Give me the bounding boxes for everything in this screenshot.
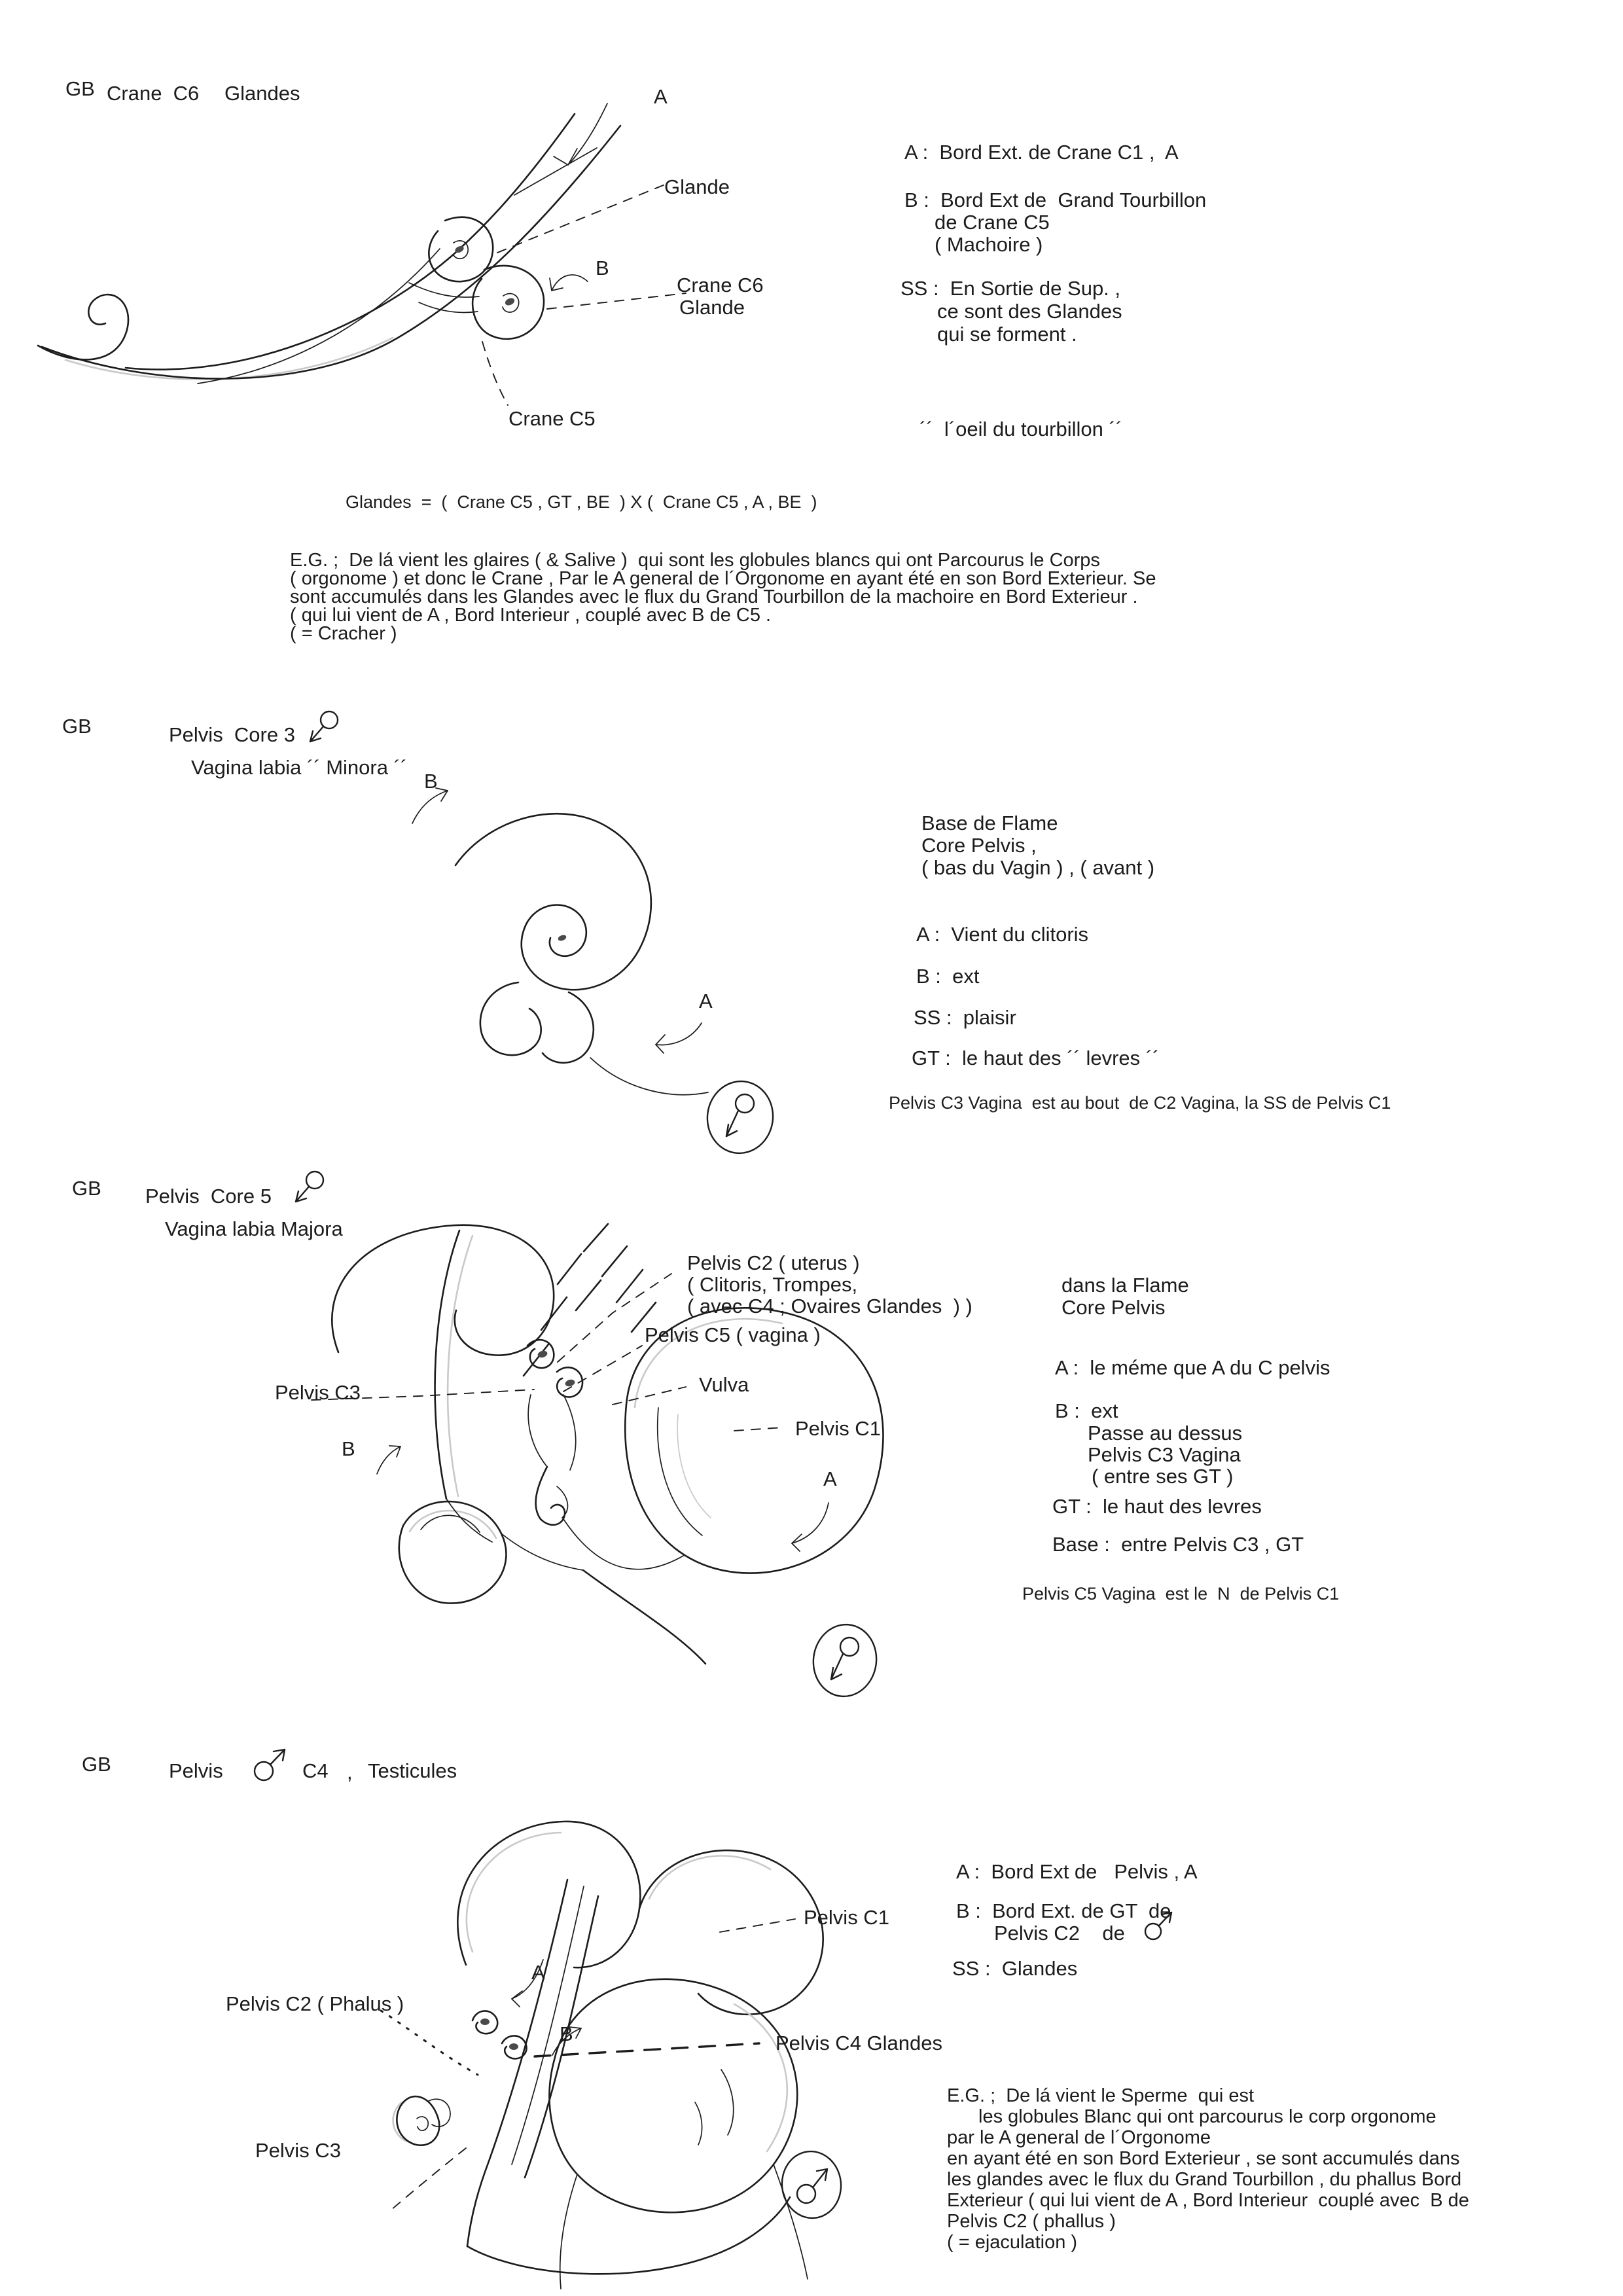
- diagram-label-c2-line3: ( avec C4 ; Ovaires Glandes ) ): [687, 1295, 972, 1318]
- section3-title: Pelvis Core 5: [145, 1185, 272, 1208]
- eg-paragraph-line: Pelvis C2 ( phallus ): [947, 2211, 1116, 2232]
- eg-paragraph-line: en ayant été en son Bord Exterieur , se sont accumulés dans: [947, 2148, 1460, 2169]
- eg-paragraph-line: ( = ejaculation ): [947, 2232, 1078, 2253]
- diagram-label-a: A: [531, 1961, 545, 1984]
- diagram-label-c2-line2: ( Clitoris, Trompes,: [687, 1273, 858, 1296]
- glandes-formula: Glandes = ( Crane C5 , GT , BE ) X ( Crane C5 , A , BE ): [346, 492, 817, 512]
- eg-paragraph-line: ( qui lui vient de A , Bord Interieur , couplé avec B de C5 .: [290, 605, 772, 626]
- legend-b-line1: B : Bord Ext. de GT de: [956, 1899, 1171, 1922]
- eg-paragraph-line: Exterieur ( qui lui vient de A , Bord Interieur couplé avec B de: [947, 2190, 1469, 2211]
- section1-title: Crane C6: [107, 82, 200, 105]
- core3-spiral-curves: [455, 814, 708, 1094]
- section4-title: Pelvis: [169, 1759, 223, 1782]
- section3-note: Pelvis C5 Vagina est le N de Pelvis C1: [1022, 1584, 1340, 1604]
- male-symbol-icon: [249, 1742, 292, 1785]
- diagram-label-c1: Pelvis C1: [804, 1906, 889, 1929]
- legend-b-line4: ( entre ses GT ): [1092, 1465, 1234, 1488]
- crane-spiral-curves: [38, 114, 620, 384]
- diagram-label-a: A: [654, 85, 668, 108]
- legend-ss: SS : Glandes: [952, 1957, 1078, 1980]
- flame-note-line3: ( bas du Vagin ) , ( avant ): [921, 856, 1155, 879]
- diagram-label-b: B: [596, 257, 609, 279]
- diagram-label-c2-line1: Pelvis C2 ( uterus ): [687, 1251, 860, 1274]
- legend-a: A : Bord Ext de Pelvis , A: [956, 1860, 1198, 1883]
- gb-mark-1: GB: [65, 77, 95, 100]
- arrow-b-icon: [412, 788, 448, 823]
- diagram-label-c2: Pelvis C2 ( Phalus ): [226, 1992, 404, 2015]
- flame-note-line1: dans la Flame: [1061, 1274, 1189, 1297]
- circled-male-symbol-icon: [774, 2148, 852, 2221]
- eg-paragraph-line: les globules Blanc qui ont parcourus le corp orgonome: [978, 2106, 1436, 2127]
- eg-paragraph-line: les glandes avec le flux du Grand Tourbillon , du phallus Bord: [947, 2169, 1462, 2190]
- flame-note-line2: Core Pelvis: [1061, 1296, 1166, 1319]
- legend-a: A : le méme que A du C pelvis: [1055, 1356, 1330, 1379]
- section2-title: Pelvis Core 3: [169, 723, 295, 746]
- arrow-a-icon: [554, 103, 607, 165]
- legend-base: Base : entre Pelvis C3 , GT: [1052, 1533, 1304, 1556]
- female-arrow-symbol-icon: [288, 1169, 330, 1211]
- eg-paragraph-line: sont accumulés dans les Glandes avec le flux du Grand Tourbillon de la machoire en Bord Exterieur .: [290, 586, 1138, 607]
- diagram-label-vulva: Vulva: [699, 1373, 749, 1396]
- legend-ss-line3: qui se forment .: [937, 323, 1077, 346]
- diagram-label-glande: Glande: [664, 175, 730, 198]
- quote-oeil-tourbillon: ´´ l´oeil du tourbillon ´´: [919, 418, 1123, 440]
- legend-gt: GT : le haut des levres: [1052, 1495, 1262, 1518]
- flame-note-line1: Base de Flame: [921, 812, 1058, 834]
- gb-mark-4: GB: [82, 1753, 111, 1776]
- diagram-label-c3: Pelvis C3: [255, 2139, 341, 2162]
- diagram-label-c5: Pelvis C5 ( vagina ): [645, 1323, 821, 1346]
- section4-title-c4: C4: [302, 1759, 329, 1782]
- circled-female-arrow-symbol-icon: [804, 1622, 889, 1699]
- leader-lines: [381, 1919, 795, 2210]
- section3-subtitle: Vagina labia Majora: [165, 1217, 343, 1240]
- flame-note-line2: Core Pelvis ,: [921, 834, 1037, 857]
- diagram-label-c1: Pelvis C1: [795, 1417, 881, 1440]
- eg-paragraph-line: E.G. ; De lá vient les glaires ( & Salive ) qui sont les globules blancs qui ont Parcourus le Corps: [290, 550, 1100, 571]
- section2-subtitle: Vagina labia ´´ Minora ´´: [191, 756, 408, 779]
- diagram-label-crane-c5: Crane C5: [508, 407, 596, 430]
- legend-b-line2: Passe au dessus: [1088, 1422, 1243, 1444]
- legend-b-line2: de Crane C5: [935, 211, 1050, 234]
- diagram-label-c4: Pelvis C4 Glandes: [776, 2032, 943, 2054]
- legend-ss-line2: ce sont des Glandes: [937, 300, 1122, 323]
- male-spiral-curves: [393, 1821, 823, 2289]
- section4-title-testicules: Testicules: [368, 1759, 457, 1782]
- diagram-label-a: A: [699, 990, 713, 1013]
- legend-a: A : Vient du clitoris: [916, 923, 1089, 946]
- legend-b-line3: Pelvis C3 Vagina: [1088, 1443, 1241, 1466]
- legend-b-line3: ( Machoire ): [935, 233, 1043, 256]
- diagram-label-a: A: [823, 1467, 837, 1490]
- diagram-label-glande-2: Glande: [679, 296, 745, 319]
- legend-ss: SS : plaisir: [914, 1006, 1016, 1029]
- eg-paragraph-line: E.G. ; De lá vient le Sperme qui est: [947, 2085, 1255, 2106]
- diagram-label-c3: Pelvis C3: [275, 1381, 361, 1404]
- legend-b-line1: B : Bord Ext de Grand Tourbillon: [904, 188, 1207, 211]
- arrow-b-icon: [550, 275, 588, 291]
- female-arrow-symbol-icon: [302, 709, 344, 751]
- eg-paragraph-line: ( orgonome ) et donc le Crane , Par le A general de l´Orgonome en ayant été en son Bord Exterieur. Se: [290, 568, 1156, 589]
- crane-c6-diagram: [26, 85, 740, 458]
- section1-subtitle: Glandes: [224, 82, 300, 105]
- eg-paragraph-line: par le A general de l´Orgonome: [947, 2127, 1211, 2148]
- eg-paragraph-line: ( = Cracher ): [290, 623, 397, 644]
- male-symbol-icon: [1140, 1906, 1178, 1944]
- diagram-label-b: B: [424, 770, 438, 793]
- section2-note: Pelvis C3 Vagina est au bout de C2 Vagina, la SS de Pelvis C1: [889, 1093, 1391, 1113]
- arrow-a-icon: [792, 1503, 829, 1551]
- diagram-label-b: B: [342, 1437, 355, 1460]
- diagram-label-crane-c6: Crane C6: [677, 274, 764, 296]
- section4-title-comma: ,: [347, 1761, 353, 1784]
- arrow-a-icon: [656, 1023, 702, 1053]
- legend-b-line2: Pelvis C2 de: [994, 1922, 1125, 1945]
- legend-b-line1: B : ext: [1055, 1399, 1118, 1422]
- legend-a: A : Bord Ext. de Crane C1 , A: [904, 141, 1179, 164]
- gb-mark-3: GB: [72, 1177, 101, 1200]
- legend-b: B : ext: [916, 965, 980, 988]
- arrow-b-icon: [377, 1446, 401, 1474]
- gb-mark-2: GB: [62, 715, 92, 738]
- circled-female-arrow-symbol-icon: [699, 1079, 784, 1156]
- legend-gt: GT : le haut des ´´ levres ´´: [912, 1047, 1160, 1069]
- leader-lines: [482, 185, 686, 405]
- legend-ss-line1: SS : En Sortie de Sup. ,: [901, 277, 1121, 300]
- diagram-label-b: B: [560, 2022, 573, 2045]
